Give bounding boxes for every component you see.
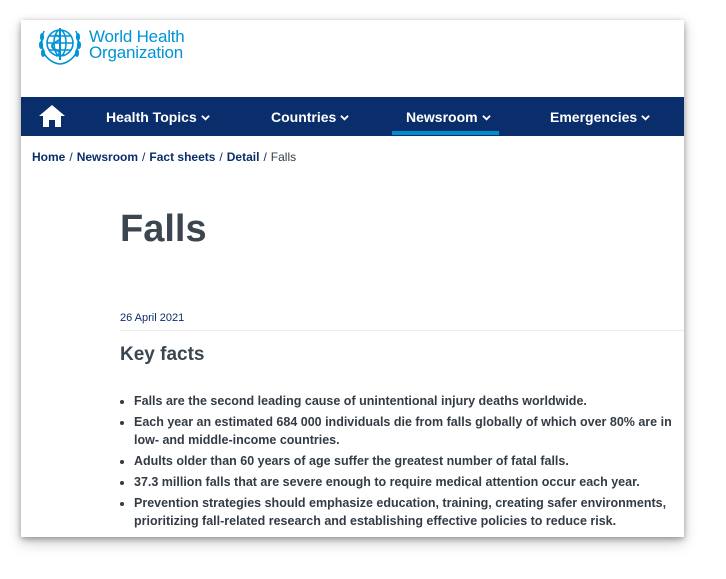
nav-active-indicator — [392, 131, 499, 135]
breadcrumb-separator: / — [263, 150, 267, 164]
chevron-down-icon — [201, 113, 210, 122]
breadcrumb-separator: / — [142, 150, 146, 164]
who-logo[interactable] — [35, 23, 185, 67]
breadcrumb-home[interactable]: Home — [32, 150, 66, 164]
list-item: • 37.3 million falls that are severe enough to require medical attention occur each year. — [134, 473, 684, 491]
key-facts-list — [120, 392, 684, 533]
publish-date: 26 April 2021 — [120, 312, 185, 324]
breadcrumb-fact-sheets[interactable]: Fact sheets — [149, 150, 216, 164]
list-item: • Falls are the second leading cause of unintentional injury deaths worldwide. — [134, 392, 684, 410]
nav-item-countries[interactable] — [271, 97, 349, 136]
page-title: Falls — [120, 208, 207, 250]
list-item: • Each year an estimated 684 000 individuals die from falls globally of which over 80% are in low- and middle-income countries. — [134, 413, 684, 449]
breadcrumb-newsroom[interactable]: Newsroom — [76, 150, 139, 164]
logo-wordmark — [89, 29, 185, 61]
nav-label: Health Topics — [106, 109, 197, 125]
logo-line-1: World Health — [89, 27, 185, 46]
page-card — [21, 20, 684, 537]
nav-item-health-topics[interactable] — [106, 97, 210, 136]
nav-item-emergencies[interactable] — [550, 97, 650, 136]
breadcrumb-current: Falls — [270, 150, 297, 164]
list-item: • Prevention strategies should emphasize education, training, creating safer environments, prioritizing fall-related research and establishing effective policies to reduce risk. — [134, 494, 684, 530]
nav-label: Emergencies — [550, 109, 638, 125]
home-icon[interactable] — [38, 104, 66, 128]
main-nav — [21, 97, 684, 136]
list-item: • Adults older than 60 years of age suffer the greatest number of fatal falls. — [134, 452, 684, 470]
chevron-down-icon — [641, 113, 650, 122]
who-emblem-icon — [35, 23, 85, 67]
breadcrumb-separator: / — [219, 150, 223, 164]
logo-line-2: Organization — [89, 43, 183, 62]
nav-label: Newsroom — [406, 109, 478, 125]
nav-label: Countries — [271, 109, 337, 125]
breadcrumb-separator: / — [69, 150, 73, 164]
chevron-down-icon — [340, 113, 349, 122]
breadcrumb-detail[interactable]: Detail — [226, 150, 260, 164]
divider — [120, 330, 684, 331]
chevron-down-icon — [482, 113, 491, 122]
key-facts-heading: Key facts — [120, 344, 205, 365]
breadcrumb — [32, 150, 296, 164]
